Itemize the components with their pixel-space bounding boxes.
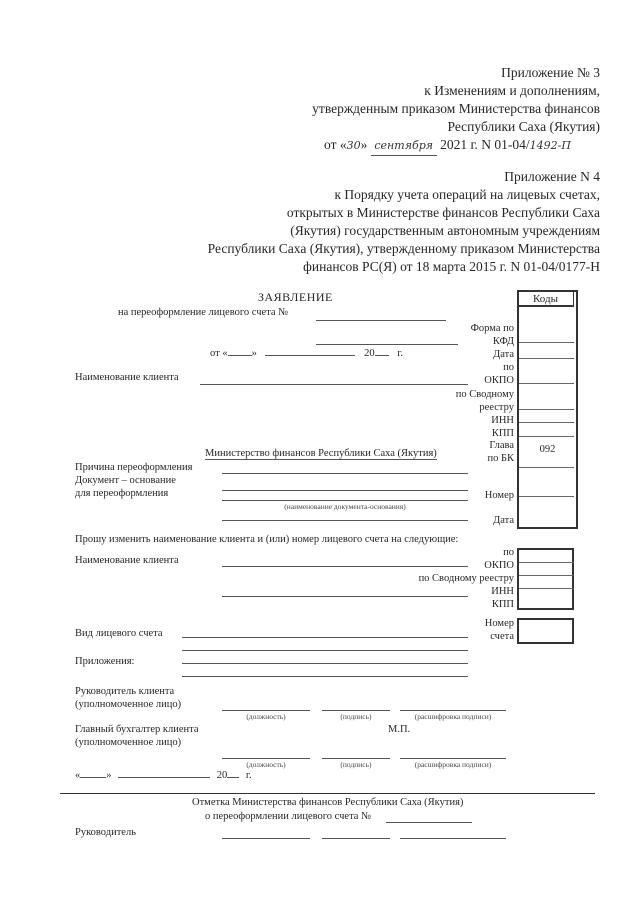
bottom-date-close: » — [106, 770, 112, 781]
doc-line-2 — [222, 500, 468, 501]
client-name-line — [200, 384, 468, 385]
date-month-blank — [265, 355, 355, 356]
handwritten-day: 30 — [346, 139, 361, 152]
bottom-date — [75, 770, 252, 781]
appendix-4-title: Приложение N 4 — [504, 169, 600, 184]
code-label-svod-1: по Сводному — [455, 389, 514, 400]
code-label-inn-2: ИНН — [491, 586, 514, 597]
client-name-label: Наименование клиента — [75, 372, 179, 383]
stamp-place: М.П. — [388, 724, 411, 735]
code-cell-svod — [519, 409, 574, 410]
doc-label-2: для переоформления — [75, 488, 169, 499]
code-cell-glava — [519, 467, 574, 468]
bottom-g: г. — [245, 770, 252, 781]
date-day-blank — [228, 355, 252, 356]
code-cell-nomer — [519, 496, 574, 497]
code-label-scheta: счета — [490, 631, 514, 642]
codes-box-3 — [517, 618, 574, 644]
appendix-3-line3: утвержденным приказом Министерства финансов — [312, 101, 600, 116]
appendix-4-line3: открытых в Министерстве финансов Республики Саха — [286, 205, 600, 220]
request-text: Прошу изменить наименование клиента и (или) номер лицевого счета на следующие: — [75, 534, 459, 545]
acc-signature-caption: (подпись) — [340, 760, 372, 769]
bottom-date-open: « — [75, 770, 81, 781]
appendix-3-line4: Республики Саха (Якутия) — [447, 119, 600, 134]
bottom-year-blank — [227, 777, 239, 778]
mark-subtitle: о переоформлении лицевого счета № — [205, 811, 372, 822]
head-signature-caption: (подпись) — [340, 712, 372, 721]
code-label-okpo: ОКПО — [484, 375, 514, 386]
mark-title: Отметка Министерства финансов Республики Саха (Якутия) — [192, 797, 464, 808]
appendix-4-line2: к Порядку учета операций на лицевых счетах, — [334, 187, 600, 202]
code-label-nomer: Номер — [484, 490, 514, 501]
bottom-day-blank — [80, 777, 106, 778]
mark-divider — [60, 793, 595, 794]
appendix-3-date-line — [324, 136, 571, 156]
head-label-2: (уполномоченное лицо) — [75, 699, 182, 710]
reason-label: Причина переоформления — [75, 462, 193, 473]
mark-number-line — [386, 822, 472, 823]
account-type-line — [182, 637, 468, 638]
handwritten-number: 1492-П — [529, 139, 571, 152]
doc-caption: (наименование документа-основания) — [284, 502, 406, 511]
code-glava-value: 092 — [539, 444, 556, 455]
code2-cell-inn — [519, 588, 574, 589]
subtitle-extra-line — [316, 344, 458, 345]
acc-decoding-caption: (расшифровка подписи) — [414, 760, 492, 769]
code-label-kpp-2: КПП — [491, 599, 514, 610]
code-label-po: по — [503, 362, 514, 373]
form-title: ЗАЯВЛЕНИЕ — [258, 290, 333, 304]
date-g: г. — [397, 348, 403, 359]
attachments-label: Приложения: — [75, 656, 135, 667]
accountant-label-1: Главный бухгалтер клиента — [75, 724, 199, 735]
doc-line-3 — [222, 520, 468, 521]
code2-cell-okpo — [519, 562, 574, 563]
head-position-caption: (должность) — [246, 712, 286, 721]
bottom-year: 20 — [216, 770, 228, 781]
code-label-inn: ИНН — [491, 415, 514, 426]
leader-label: Руководитель — [75, 827, 136, 838]
code-cell-inn — [519, 422, 574, 423]
date-mid: » — [360, 137, 368, 152]
date-close: » — [251, 348, 257, 359]
leader-position-line — [222, 838, 310, 839]
leader-decoding-line — [400, 838, 506, 839]
code-label-okpo-2: ОКПО — [484, 560, 514, 571]
code-label-svod-inline: по Сводному реестру — [418, 573, 514, 584]
acc-decoding-line — [400, 758, 506, 759]
client-name-label-2: Наименование клиента — [75, 555, 179, 566]
head-position-line — [222, 710, 310, 711]
code-label-nomer-1: Номер — [484, 618, 514, 629]
code-label-svod-2: реестру — [479, 402, 514, 413]
form-subtitle: на переоформление лицевого счета № — [118, 307, 289, 318]
bottom-month-blank — [118, 777, 210, 778]
handwritten-month: сентября — [371, 137, 437, 156]
date-year: 20 — [364, 348, 375, 359]
code2-cell-svod — [519, 575, 574, 576]
date-year-blank — [375, 355, 389, 356]
code-label-glava: Глава — [489, 440, 514, 451]
date-prefix: от « — [324, 137, 347, 152]
head-decoding-caption: (расшифровка подписи) — [414, 712, 492, 721]
code-cell-kpp — [519, 436, 574, 437]
appendix-4-line6: финансов РС(Я) от 18 марта 2015 г. N 01-04/0177-Н — [303, 259, 600, 274]
acc-signature-line — [322, 758, 390, 759]
code-label-kfd: КФД — [492, 336, 514, 347]
code-cell-kfd — [519, 342, 574, 343]
date-row — [210, 348, 403, 359]
code-label-po-2: по — [503, 547, 514, 558]
code-label-forma: Форма по — [470, 323, 514, 334]
attachments-line-2 — [182, 663, 468, 664]
appendix-3-title: Приложение № 3 — [501, 65, 600, 80]
code-label-bk: по БК — [487, 453, 514, 464]
appendix-4-line4: (Якутия) государственным автономным учреждениям — [290, 223, 600, 238]
head-decoding-line — [400, 710, 506, 711]
order-number-prefix: 2021 г. N 01-04/ — [440, 137, 530, 152]
accountant-label-2: (уполномоченное лицо) — [75, 737, 182, 748]
client-name-2-line-2 — [222, 596, 468, 597]
code-label-data-2: Дата — [493, 515, 514, 526]
leader-signature-line — [322, 838, 390, 839]
appendix-3-line2: к Изменениям и дополнениям, — [424, 83, 600, 98]
head-signature-line — [322, 710, 390, 711]
codes-header: Коды — [517, 290, 574, 307]
reason-line — [222, 473, 468, 474]
doc-line-1 — [222, 490, 468, 491]
code-cell-date — [519, 358, 574, 359]
acc-position-caption: (должность) — [246, 760, 286, 769]
attachments-line-3 — [182, 676, 468, 677]
codes-box-2 — [517, 548, 574, 610]
account-type-label: Вид лицевого счета — [75, 628, 163, 639]
date-from: от « — [210, 348, 228, 359]
ministry-name: Министерство финансов Республики Саха (Якутия) — [205, 448, 437, 459]
doc-label-1: Документ – основание — [75, 475, 176, 486]
appendix-4-line5: Республики Саха (Якутия), утвержденному приказом Министерства — [207, 241, 600, 256]
attachments-line-1 — [182, 650, 468, 651]
code-cell-okpo — [519, 383, 574, 384]
account-number-line — [316, 320, 446, 321]
acc-position-line — [222, 758, 310, 759]
client-name-2-line-1 — [222, 566, 468, 567]
code-label-kpp: КПП — [491, 428, 514, 439]
code-label-data: Дата — [493, 349, 514, 360]
head-label-1: Руководитель клиента — [75, 686, 175, 697]
